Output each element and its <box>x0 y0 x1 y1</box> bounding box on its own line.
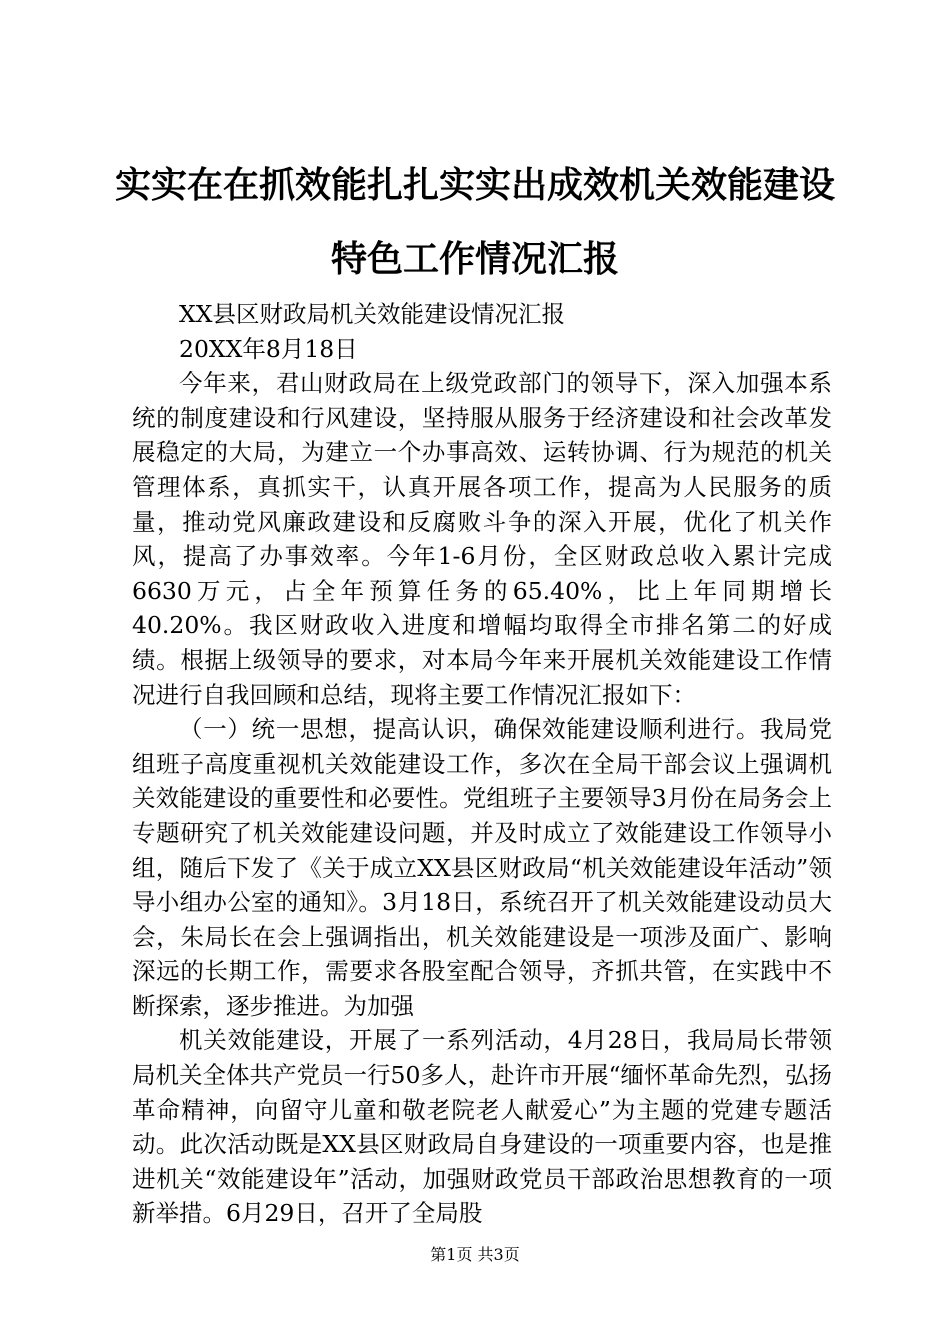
paragraph-activities: 机关效能建设，开展了一系列活动，4月28日，我局局长带领局机关全体共产党员一行50多人，赴许市开展“缅怀革命先烈，弘扬革命精神，向留守儿童和敬老院老人献爱心”为主题的党建专题活动。此次活动既是XX县区财政局自身建设的一项重要内容，也是推进机关“效能建设年”活动，加强财政党员干部政治思想教育的一项新举措。6月29日，召开了全局股 <box>132 1026 832 1228</box>
title-line-2: 特色工作情况汇报 <box>330 238 619 280</box>
paragraph-intro: 今年来，君山财政局在上级党政部门的领导下，深入加强本系统的制度建设和行风建设，坚持服从服务于经济建设和社会改革发展稳定的大局，为建立一个办事高效、运转协调、行为规范的机关管理体系，真抓实干，认真开展各项工作，提高为人民服务的质量，推动党风廉政建设和反腐败斗争的深入开展，优化了机关作风，提高了办事效率。今年1-6月份，全区财政总收入累计完成6630万元，占全年预算任务的65.40%，比上年同期增长40.20%。我区财政收入进度和增幅均取得全市排名第二的好成绩。根据上级领导的要求，对本局今年来开展机关效能建设工作情况进行自我回顾和总结，现将主要工作情况汇报如下： <box>132 369 832 709</box>
page-number-footer: 第1页 共3页 <box>430 1245 520 1264</box>
document-title <box>100 148 850 296</box>
title-line-1: 实实在在抓效能扎扎实实出成效机关效能建设 <box>114 164 835 206</box>
paragraph-section-one: （一）统一思想，提高认识，确保效能建设顺利进行。我局党组班子高度重视机关效能建设工作，多次在全局干部会议上强调机关效能建设的重要性和必要性。党组班子主要领导3月份在局务会上专题研究了机关效能建设问题，并及时成立了效能建设工作领导小组，随后下发了《关于成立XX县区财政局“机关效能建设年活动”领导小组办公室的通知》。3月18日，系统召开了机关效能建设动员大会，朱局长在会上强调指出，机关效能建设是一项涉及面广、影响深远的长期工作，需要求各股室配合领导，齐抓共管，在实践中不断探索，逐步推进。为加强 <box>132 715 832 1020</box>
document-subtitle: XX县区财政局机关效能建设情况汇报 <box>179 300 565 328</box>
document-body <box>132 297 832 1231</box>
document-date: 20XX年8月18日 <box>179 334 358 363</box>
